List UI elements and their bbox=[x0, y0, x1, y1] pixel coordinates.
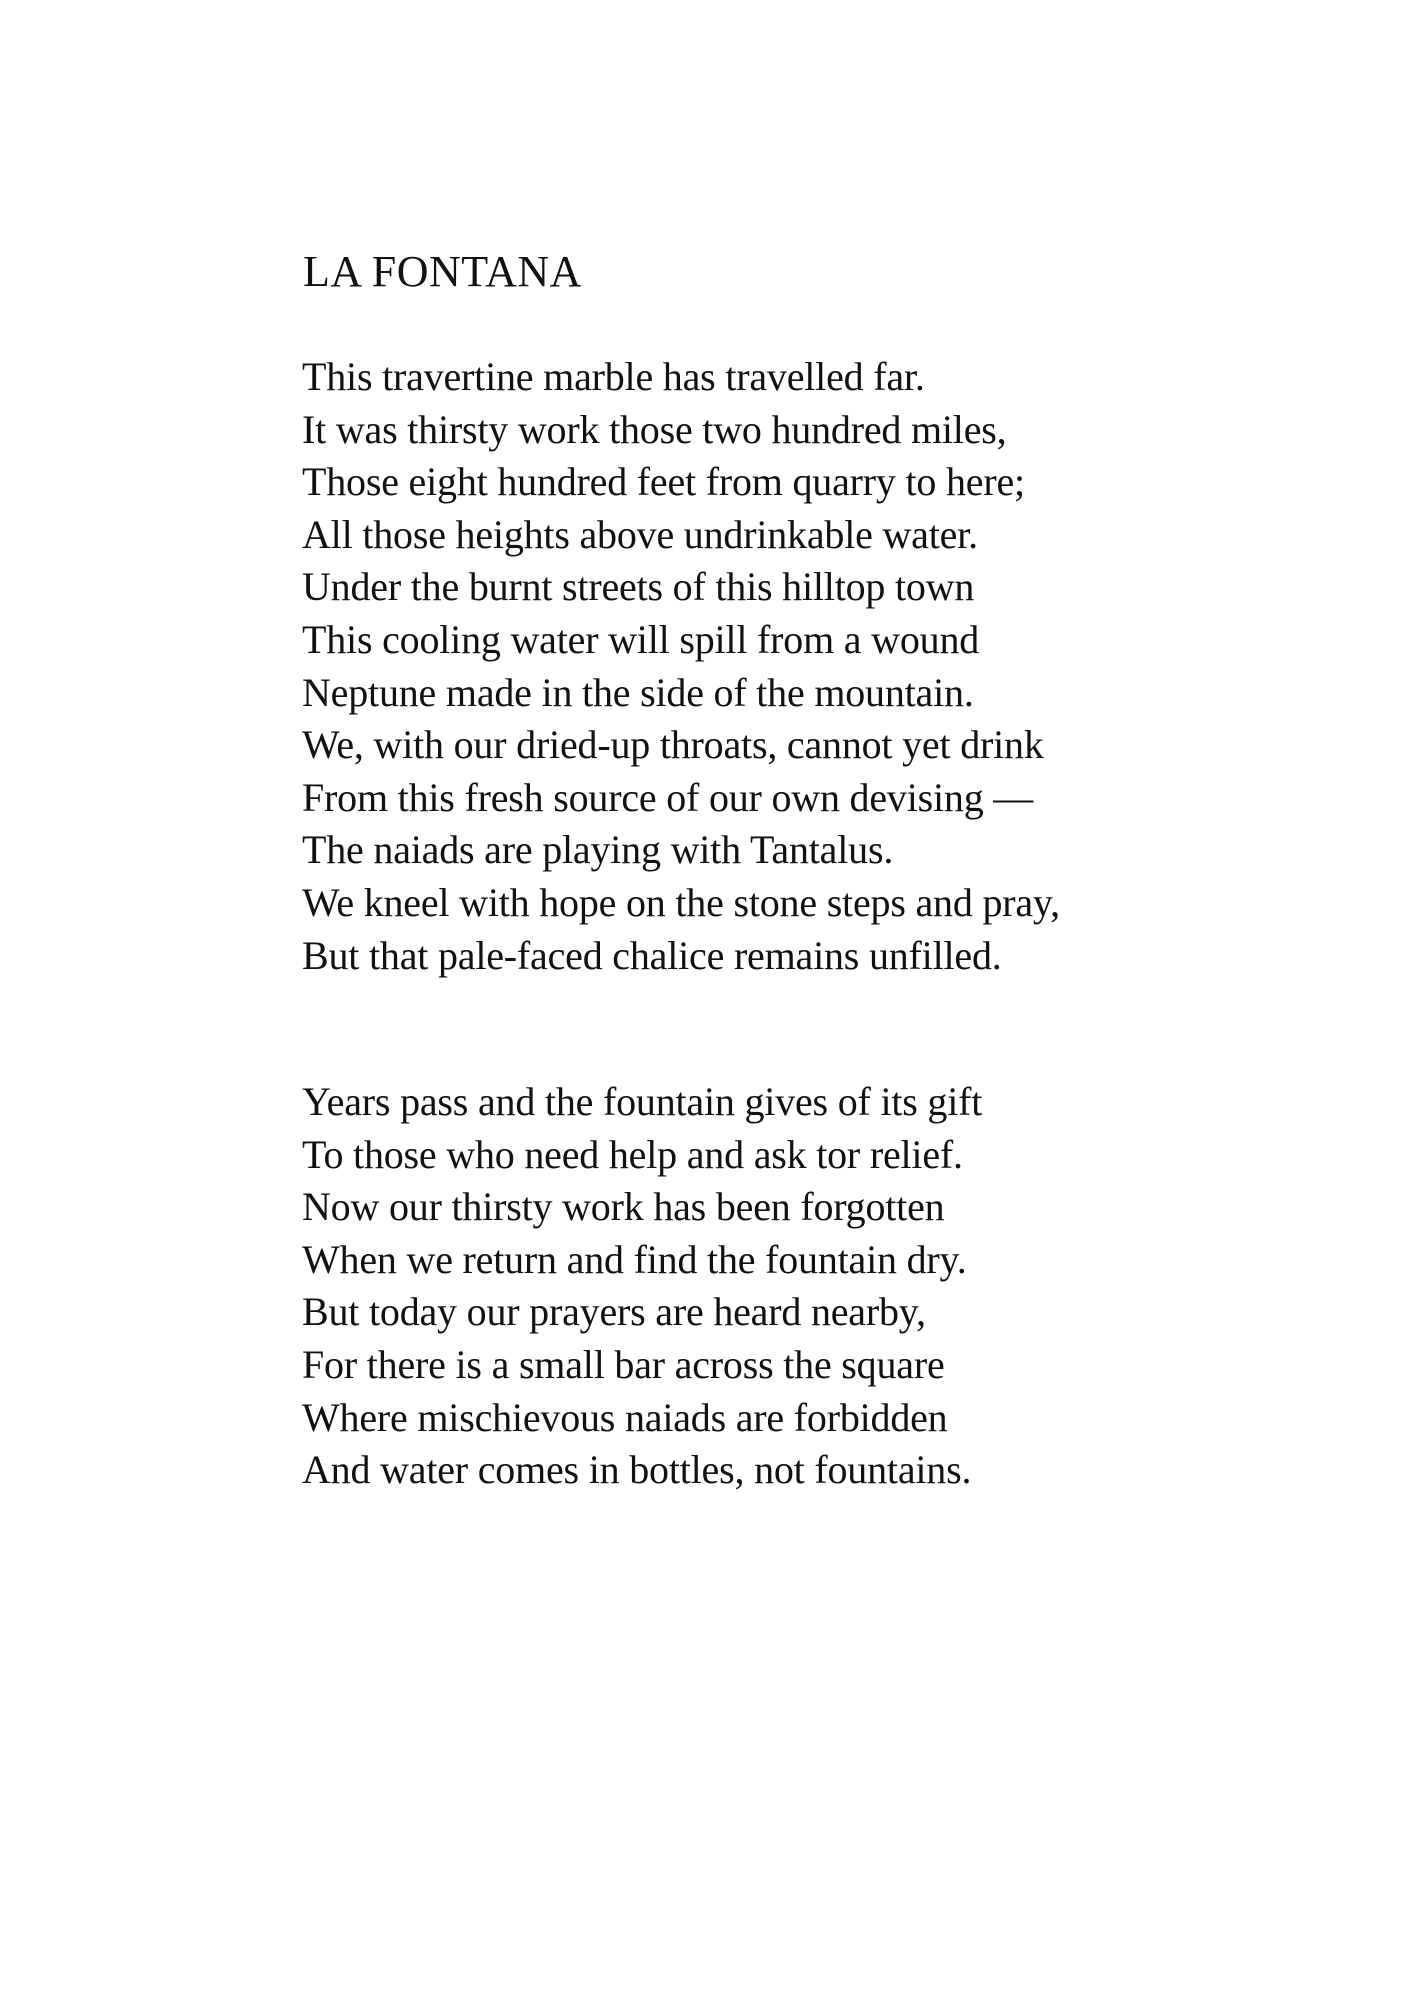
stanza-1 bbox=[302, 351, 1060, 982]
poem-line: This cooling water will spill from a wound bbox=[302, 616, 980, 662]
poem-line: All those heights above undrinkable water. bbox=[302, 511, 978, 557]
poem-line: It was thirsty work those two hundred miles, bbox=[302, 406, 1007, 452]
poem-line: When we return and find the fountain dry. bbox=[302, 1236, 967, 1282]
poem-line: We, with our dried-up throats, cannot yet drink bbox=[302, 722, 1044, 768]
poem-line: And water comes in bottles, not fountains. bbox=[302, 1447, 972, 1493]
poem-line: For there is a small bar across the square bbox=[302, 1341, 945, 1387]
stanza-2 bbox=[302, 1076, 982, 1497]
poem-line: Now our thirsty work has been forgotten bbox=[302, 1184, 945, 1230]
poem-line: We kneel with hope on the stone steps and pray, bbox=[302, 879, 1060, 925]
poem-line: But that pale-faced chalice remains unfilled. bbox=[302, 932, 1002, 978]
poem-line: But today our prayers are heard nearby, bbox=[302, 1289, 926, 1335]
poem-line: To those who need help and ask tor relief. bbox=[302, 1131, 963, 1177]
poem-title: LA FONTANA bbox=[303, 247, 582, 296]
poem-line: Those eight hundred feet from quarry to here; bbox=[302, 459, 1025, 505]
poem-line: The naiads are playing with Tantalus. bbox=[302, 827, 894, 873]
poem-line: Years pass and the fountain gives of its gift bbox=[302, 1079, 983, 1124]
poem-line: Where mischievous naiads are forbidden bbox=[302, 1394, 948, 1440]
poem-line: From this fresh source of our own devising — bbox=[302, 774, 1034, 820]
poem-line: This travertine marble has travelled far. bbox=[302, 354, 925, 399]
poem-line: Neptune made in the side of the mountain. bbox=[302, 669, 974, 715]
poem-line: Under the burnt streets of this hilltop town bbox=[302, 564, 975, 610]
